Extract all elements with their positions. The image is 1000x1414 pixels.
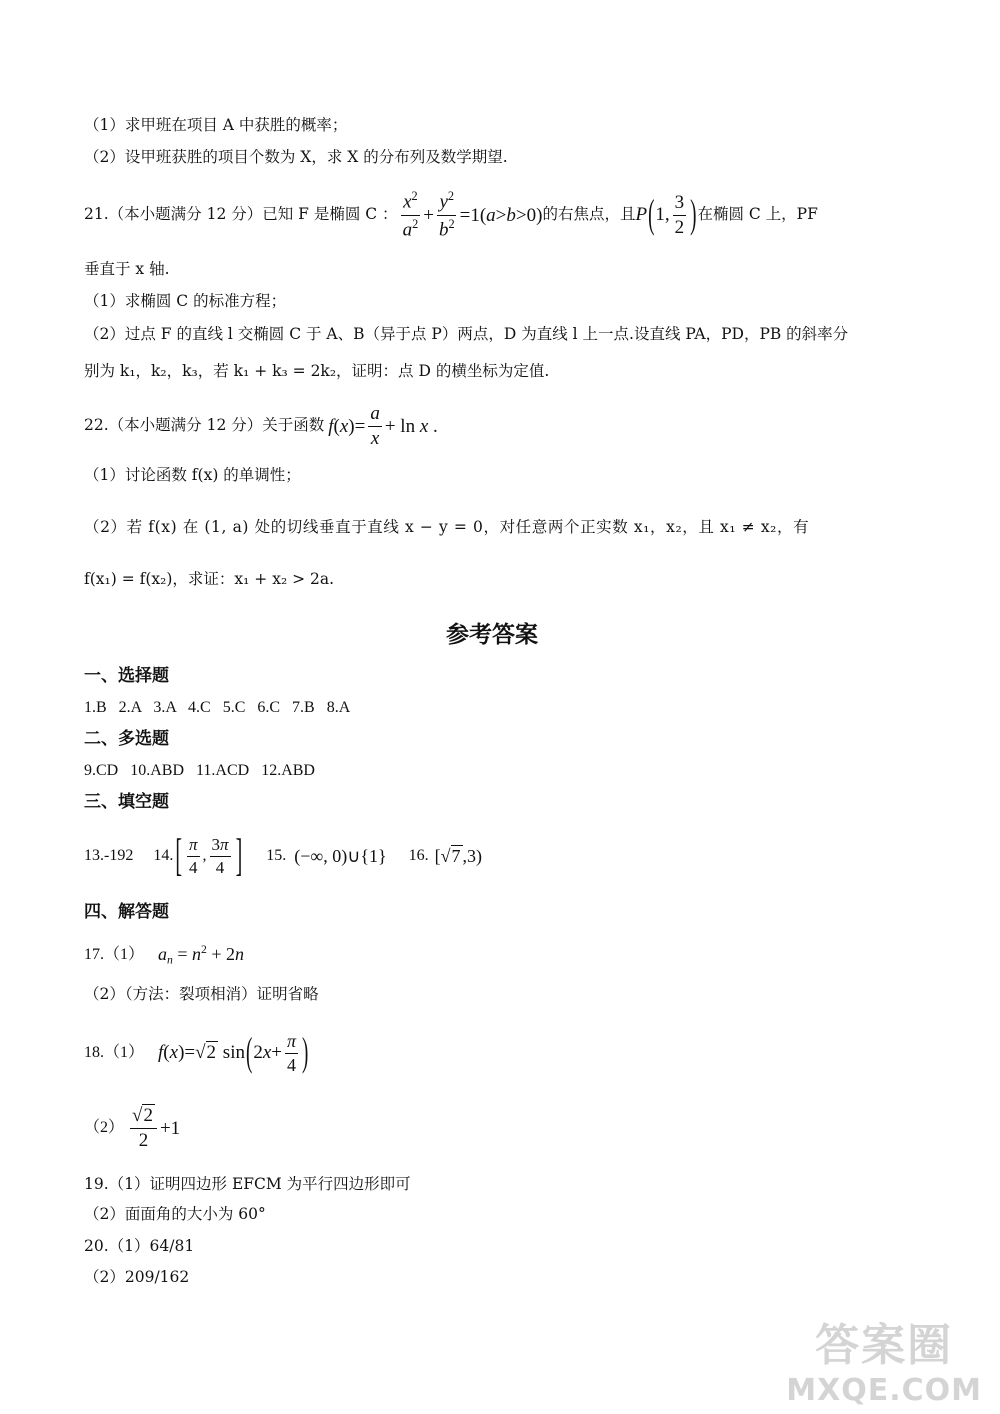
- answers-title: 参考答案: [446, 622, 538, 648]
- section-multi: 二、多选题: [84, 729, 169, 749]
- answer-18-1-label: 18.（1）: [84, 1044, 145, 1061]
- q22-part1: （1）讨论函数 f(x) 的单调性；: [84, 466, 301, 484]
- q22-stem: 22.（本小题满分 12 分）关于函数 f(x)= $\frac{a}{x}$ + ln x .: [84, 402, 438, 449]
- watermark-logo: [786, 1309, 982, 1408]
- q21-stem: 21.（本小题满分 12 分）已知 F 是椭圆 C ： $\frac{x^2}{a^2}$ + $\frac{y^2}{b^2}$ =1(a>b>0) 的右焦点，且 P(1, $\frac{3}{2}$ ) 在椭圆 C 上，PF: [84, 189, 818, 240]
- answer-13: 13.-192: [84, 847, 134, 864]
- point-p: P(1,: [635, 193, 670, 238]
- answer-15-label: 15.: [266, 847, 287, 864]
- q21-part2-line2: 别为 k₁，k₂，k₃，若 k₁ + k₃ = 2k₂，证明：点 D 的横坐标为定值.: [84, 362, 550, 380]
- choice-answers: 1.B 2.A 3.A 4.C 5.C 6.C 7.B 8.A: [84, 699, 351, 716]
- section-fill: 三、填空题: [84, 792, 169, 812]
- answer-17-1-label: 17.（1）: [84, 946, 145, 964]
- answer-18-1: 18.（1） f(x)=√2 sin(2x+ $\frac{\pi}{4}$ ): [84, 1030, 309, 1076]
- answer-19-2: （2）面面角的大小为 60°: [84, 1205, 266, 1223]
- answer-19-1: 19.（1）证明四边形 EFCM 为平行四边形即可: [84, 1175, 411, 1193]
- answer-14-label: 14.: [153, 847, 174, 864]
- q22-part2-line2: f(x₁) = f(x₂)，求证：x₁ + x₂ > 2a.: [84, 570, 335, 588]
- q21-tail: 在椭圆 C 上，PF: [697, 205, 818, 224]
- ellipse-y-term: $\frac{y^2}{b^2}$: [438, 189, 455, 240]
- answer-20-2: （2）209/162: [84, 1268, 190, 1286]
- ellipse-x-term: $\frac{x^2}{a^2}$: [402, 189, 419, 240]
- fill-answers: 13.-192 14. [ $\frac{\pi}{4}$ , $\frac{3\pi}{4}$ ] 15. (−∞, 0)∪{1} 16. [√7 ,3): [84, 830, 483, 882]
- q22-intro: 22.（本小题满分 12 分）关于函数: [84, 416, 325, 435]
- answer-18-2-label: （2）: [84, 1119, 125, 1136]
- q20-part1: （1）求甲班在项目 A 中获胜的概率；: [84, 116, 348, 134]
- answer-18-2: （2） $\frac{√2}{2}$ +1: [84, 1104, 181, 1151]
- section-solution: 四、解答题: [84, 902, 169, 922]
- q21-part2-line1: （2）过点 F 的直线 l 交椭圆 C 于 A、B（异于点 P）两点，D 为直线 l 上一点.设直线 PA，PD，PB 的斜率分: [84, 325, 849, 343]
- section-choice: 一、选择题: [84, 666, 169, 686]
- multi-answers: 9.CD 10.ABD 11.ACD 12.ABD: [84, 762, 315, 779]
- answer-16-label: 16.: [408, 847, 429, 864]
- q21-line2: 垂直于 x 轴.: [84, 260, 170, 278]
- answer-17-1: 17.（1） $a_n = n^2 + 2n$: [84, 943, 245, 967]
- answer-17-2: （2）（方法：裂项相消）证明省略: [84, 985, 319, 1003]
- watermark-line2: MXQE.COM: [786, 1373, 982, 1408]
- q21-part1: （1）求椭圆 C 的标准方程；: [84, 292, 287, 310]
- q20-part2: （2）设甲班获胜的项目个数为 X，求 X 的分布列及数学期望.: [84, 148, 508, 166]
- q21-mid: 的右焦点，且: [542, 205, 636, 224]
- watermark-line1: 答案圈: [815, 1320, 954, 1371]
- answer-20-1: 20.（1）64/81: [84, 1237, 195, 1255]
- q22-part2-line1: （2）若 f(x) 在 (1, a) 处的切线垂直于直线 x − y = 0，对任意两个正实数 x₁，x₂，且 x₁ ≠ x₂，有: [84, 518, 810, 536]
- q21-intro: 21.（本小题满分 12 分）已知 F 是椭圆 C ：: [84, 205, 398, 224]
